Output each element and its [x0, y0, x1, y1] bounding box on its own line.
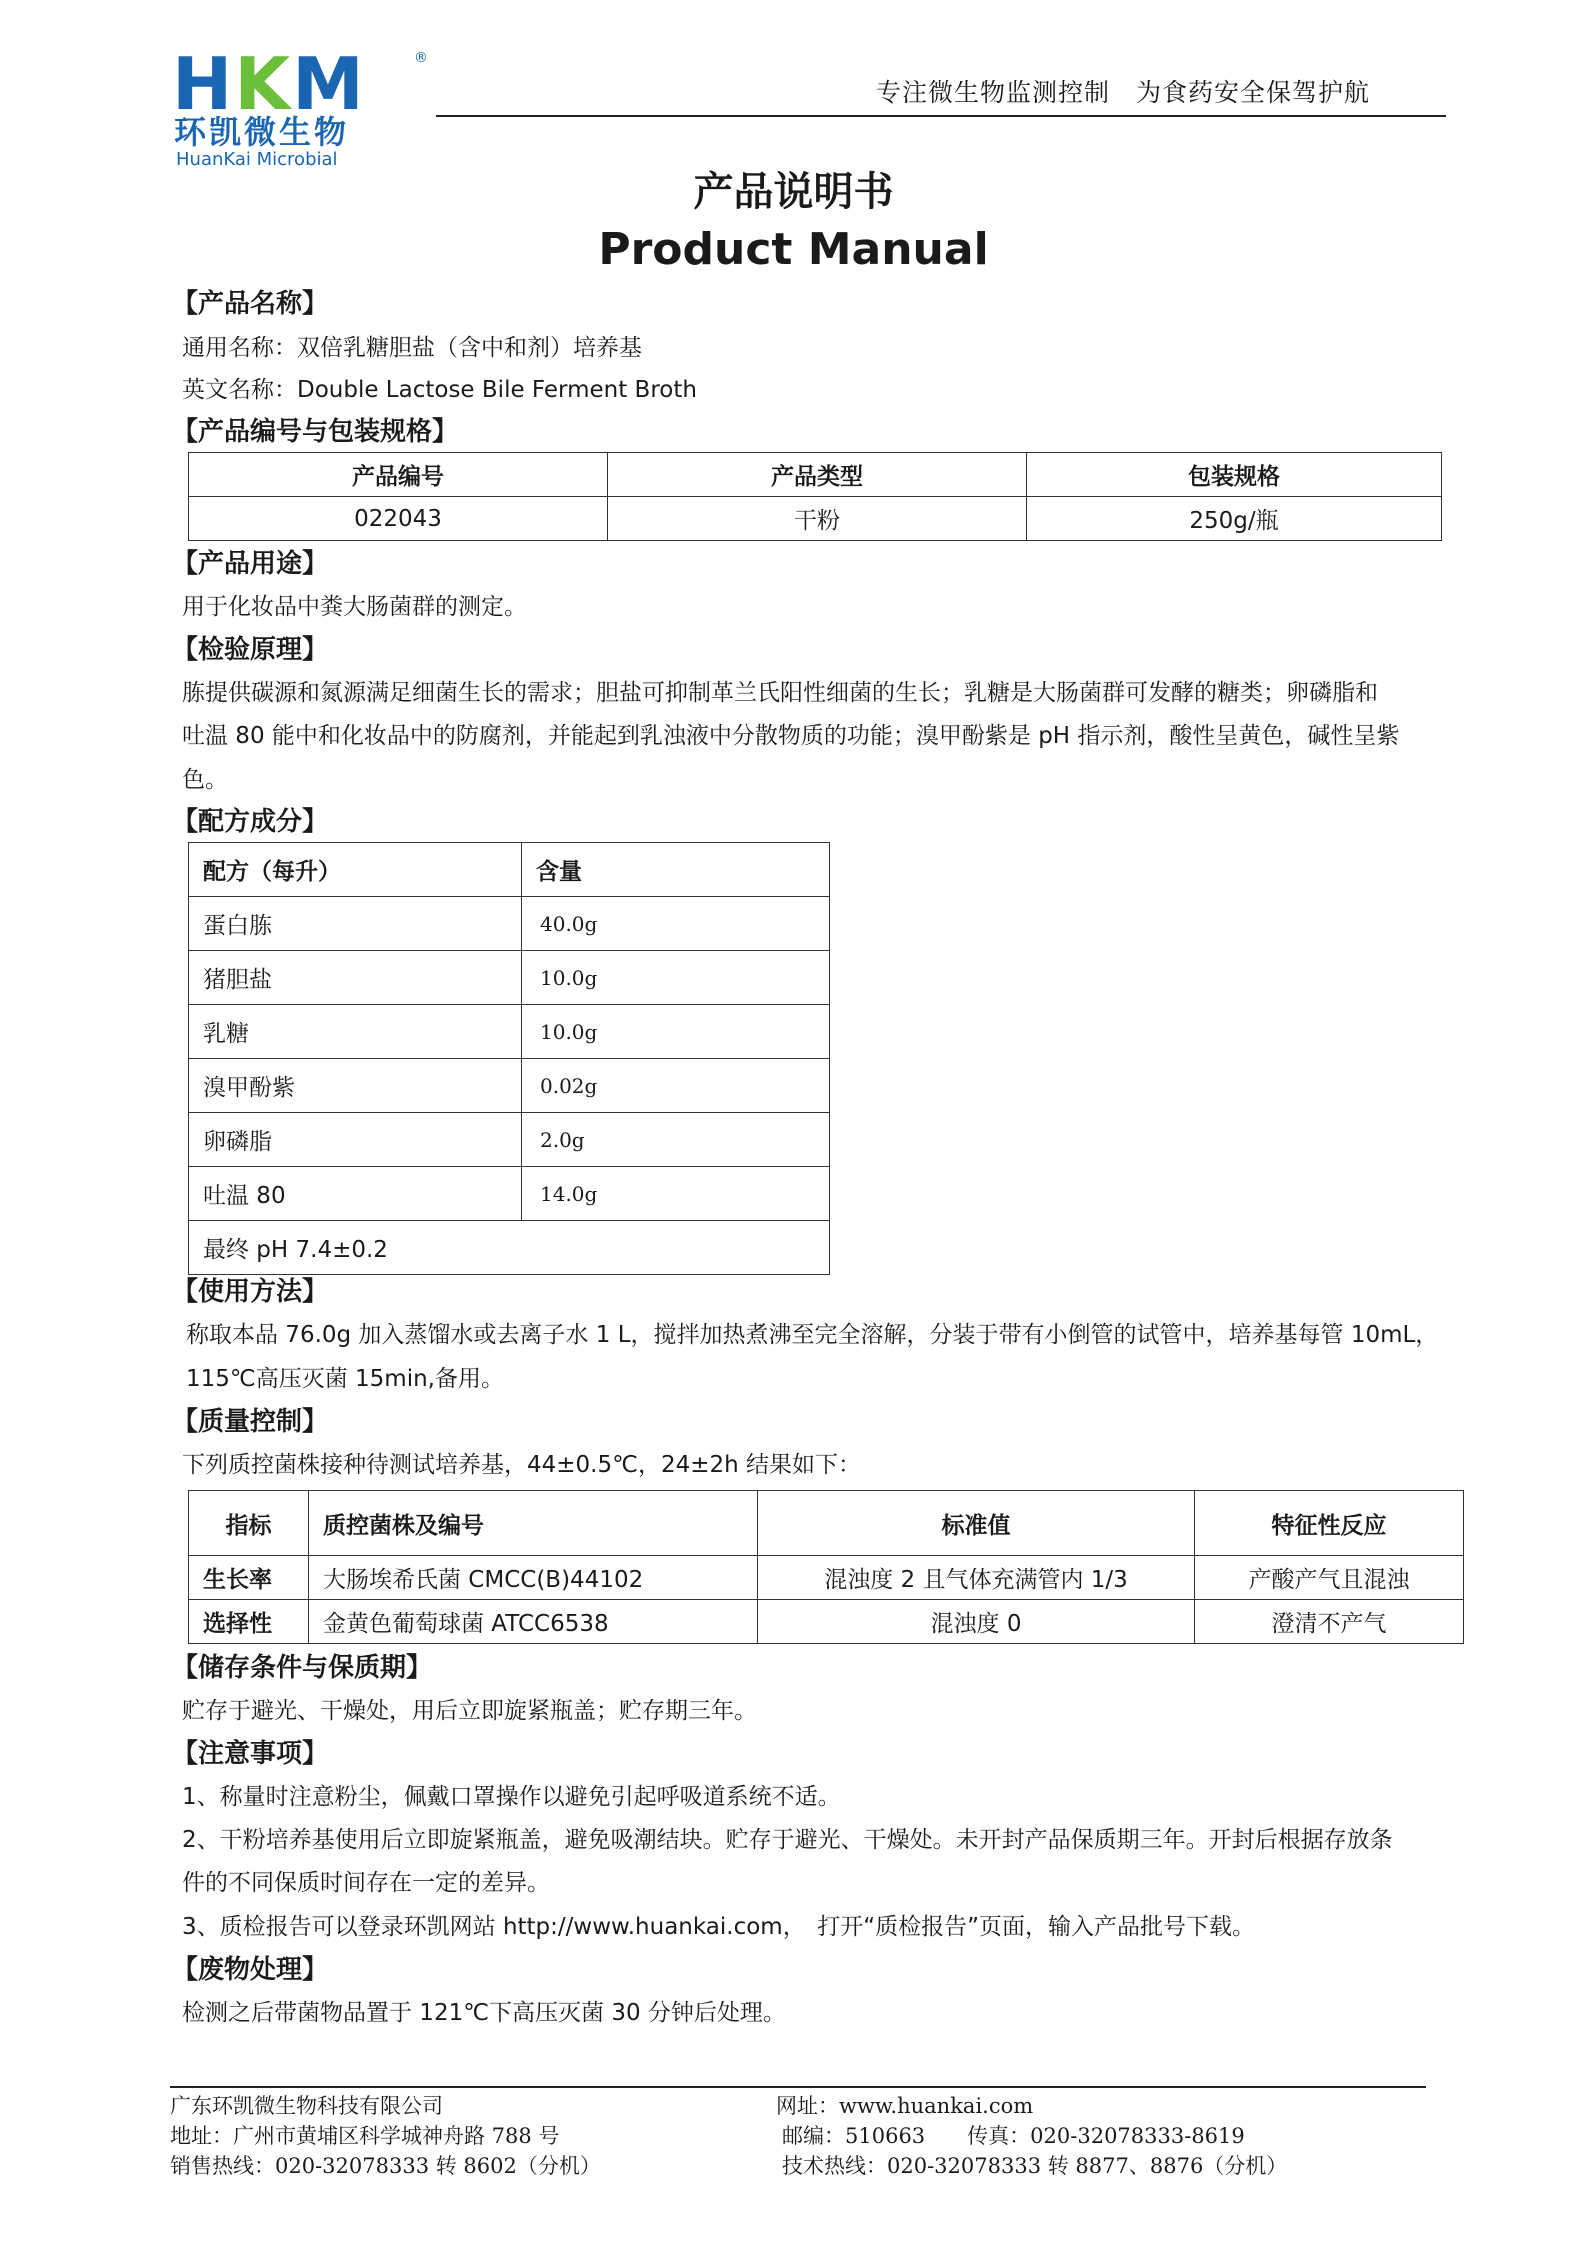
table-row [189, 497, 1442, 541]
table-header-cell: 特征性反应 [1195, 1491, 1464, 1556]
qc-table [188, 1490, 1464, 1644]
qc-strain: 金黄色葡萄球菌 ATCC6538 [309, 1600, 758, 1644]
table-row [189, 1059, 830, 1113]
table-row [189, 897, 830, 951]
package-size: 250g/瓶 [1027, 497, 1442, 541]
page-title-english: Product Manual [598, 224, 989, 275]
ingredient-name: 吐温 80 [189, 1167, 522, 1221]
logo-chinese-name: 环凯微生物 [174, 113, 350, 151]
header-slogan: 专注微生物监测控制 为食药安全保驾护航 [876, 78, 1371, 107]
table-header-cell: 指标 [189, 1491, 309, 1556]
note-line: 1、称量时注意粉尘，佩戴口罩操作以避免引起呼吸道系统不适。 [182, 1784, 841, 1810]
table-header-cell: 产品编号 [189, 453, 608, 497]
section-heading-formula: 【配方成分】 [172, 807, 329, 837]
table-header-cell: 标准值 [758, 1491, 1195, 1556]
company-logo [172, 42, 432, 170]
footer-postcode-fax: 邮编：510663 传真：020-32078333-8619 [782, 2124, 1245, 2148]
ingredient-name: 卵磷脂 [189, 1113, 522, 1167]
table-row [189, 1221, 830, 1275]
table-row [189, 1005, 830, 1059]
section-heading-product-name: 【产品名称】 [172, 289, 329, 319]
footer-address: 地址：广州市黄埔区科学城神舟路 788 号 [170, 2124, 560, 2148]
footer-tech-hotline: 技术热线：020-32078333 转 8877、8876（分机） [782, 2154, 1288, 2178]
table-header-cell: 配方（每升） [189, 843, 522, 897]
ingredient-name: 溴甲酚紫 [189, 1059, 522, 1113]
table-row [189, 1600, 1464, 1644]
qc-indicator: 选择性 [189, 1600, 309, 1644]
table-header-row [189, 843, 830, 897]
table-row [189, 951, 830, 1005]
logo-mark: HKM [172, 42, 366, 126]
ingredient-amount: 10.0g [522, 1005, 830, 1059]
disposal-text: 检测之后带菌物品置于 121℃下高压灭菌 30 分钟后处理。 [182, 2000, 786, 2026]
method-line: 115℃高压灭菌 15min,备用。 [186, 1366, 504, 1392]
final-ph: 最终 pH 7.4±0.2 [189, 1221, 830, 1275]
note-line: 件的不同保质时间存在一定的差异。 [182, 1870, 550, 1896]
qc-reaction: 产酸产气且混浊 [1195, 1556, 1464, 1600]
note-line: 2、干粉培养基使用后立即旋紧瓶盖，避免吸潮结块。贮存于避光、干燥处。未开封产品保质期三年。开封后根据存放条 [182, 1827, 1393, 1853]
registered-mark: ® [414, 50, 428, 66]
table-row [189, 1113, 830, 1167]
table-row [189, 1556, 1464, 1600]
qc-intro: 下列质控菌株接种待测试培养基，44±0.5℃，24±2h 结果如下： [182, 1452, 862, 1478]
storage-text: 贮存于避光、干燥处，用后立即旋紧瓶盖；贮存期三年。 [182, 1698, 757, 1724]
section-heading-disposal: 【废物处理】 [172, 1955, 329, 1985]
packaging-table [188, 452, 1442, 541]
product-code: 022043 [189, 497, 608, 541]
ingredient-name: 猪胆盐 [189, 951, 522, 1005]
section-heading-principle: 【检验原理】 [172, 635, 329, 665]
note-line: 3、质检报告可以登录环凯网站 http://www.huankai.com， 打开“质检报告”页面，输入产品批号下载。 [182, 1914, 1256, 1940]
section-heading-notes: 【注意事项】 [172, 1739, 329, 1769]
footer-sales-hotline: 销售热线：020-32078333 转 8602（分机） [170, 2154, 601, 2178]
product-type: 干粉 [608, 497, 1027, 541]
usage-text: 用于化妆品中粪大肠菌群的测定。 [182, 594, 527, 620]
principle-line: 吐温 80 能中和化妆品中的防腐剂，并能起到乳浊液中分散物质的功能；溴甲酚紫是 pH 指示剂，酸性呈黄色，碱性呈紫 [182, 723, 1400, 749]
method-line: 称取本品 76.0g 加入蒸馏水或去离子水 1 L，搅拌加热煮沸至完全溶解，分装于带有小倒管的试管中，培养基每管 10mL， [186, 1322, 1439, 1348]
ingredient-name: 蛋白胨 [189, 897, 522, 951]
section-heading-storage: 【储存条件与保质期】 [172, 1653, 433, 1683]
section-heading-usage: 【产品用途】 [172, 549, 329, 579]
ingredient-amount: 2.0g [522, 1113, 830, 1167]
qc-standard: 混浊度 0 [758, 1600, 1195, 1644]
table-header-cell: 产品类型 [608, 453, 1027, 497]
qc-indicator: 生长率 [189, 1556, 309, 1600]
footer-divider [170, 2086, 1426, 2088]
footer-company: 广东环凯微生物科技有限公司 [170, 2094, 443, 2118]
ingredient-amount: 14.0g [522, 1167, 830, 1221]
principle-line: 胨提供碳源和氮源满足细菌生长的需求；胆盐可抑制革兰氏阳性细菌的生长；乳糖是大肠菌群可发酵的糖类；卵磷脂和 [182, 680, 1378, 706]
header-divider [436, 115, 1446, 117]
ingredient-name: 乳糖 [189, 1005, 522, 1059]
ingredient-amount: 0.02g [522, 1059, 830, 1113]
section-heading-packaging: 【产品编号与包装规格】 [172, 417, 459, 447]
table-header-row [189, 1491, 1464, 1556]
logo-english-name: HuanKai Microbial [176, 149, 338, 170]
page-title-chinese: 产品说明书 [693, 169, 894, 215]
ingredient-amount: 10.0g [522, 951, 830, 1005]
table-header-cell: 含量 [522, 843, 830, 897]
formula-table [188, 842, 830, 1275]
table-row [189, 1167, 830, 1221]
principle-line: 色。 [182, 767, 228, 793]
table-header-cell: 包装规格 [1027, 453, 1442, 497]
qc-reaction: 澄清不产气 [1195, 1600, 1464, 1644]
qc-strain: 大肠埃希氏菌 CMCC(B)44102 [309, 1556, 758, 1600]
section-heading-method: 【使用方法】 [172, 1277, 329, 1307]
table-header-cell: 质控菌株及编号 [309, 1491, 758, 1556]
common-name: 通用名称：双倍乳糖胆盐（含中和剂）培养基 [182, 335, 642, 361]
section-heading-qc: 【质量控制】 [172, 1407, 329, 1437]
table-header-row [189, 453, 1442, 497]
qc-standard: 混浊度 2 且气体充满管内 1/3 [758, 1556, 1195, 1600]
english-name: 英文名称：Double Lactose Bile Ferment Broth [182, 377, 697, 403]
footer-website: 网址：www.huankai.com [776, 2094, 1034, 2118]
ingredient-amount: 40.0g [522, 897, 830, 951]
